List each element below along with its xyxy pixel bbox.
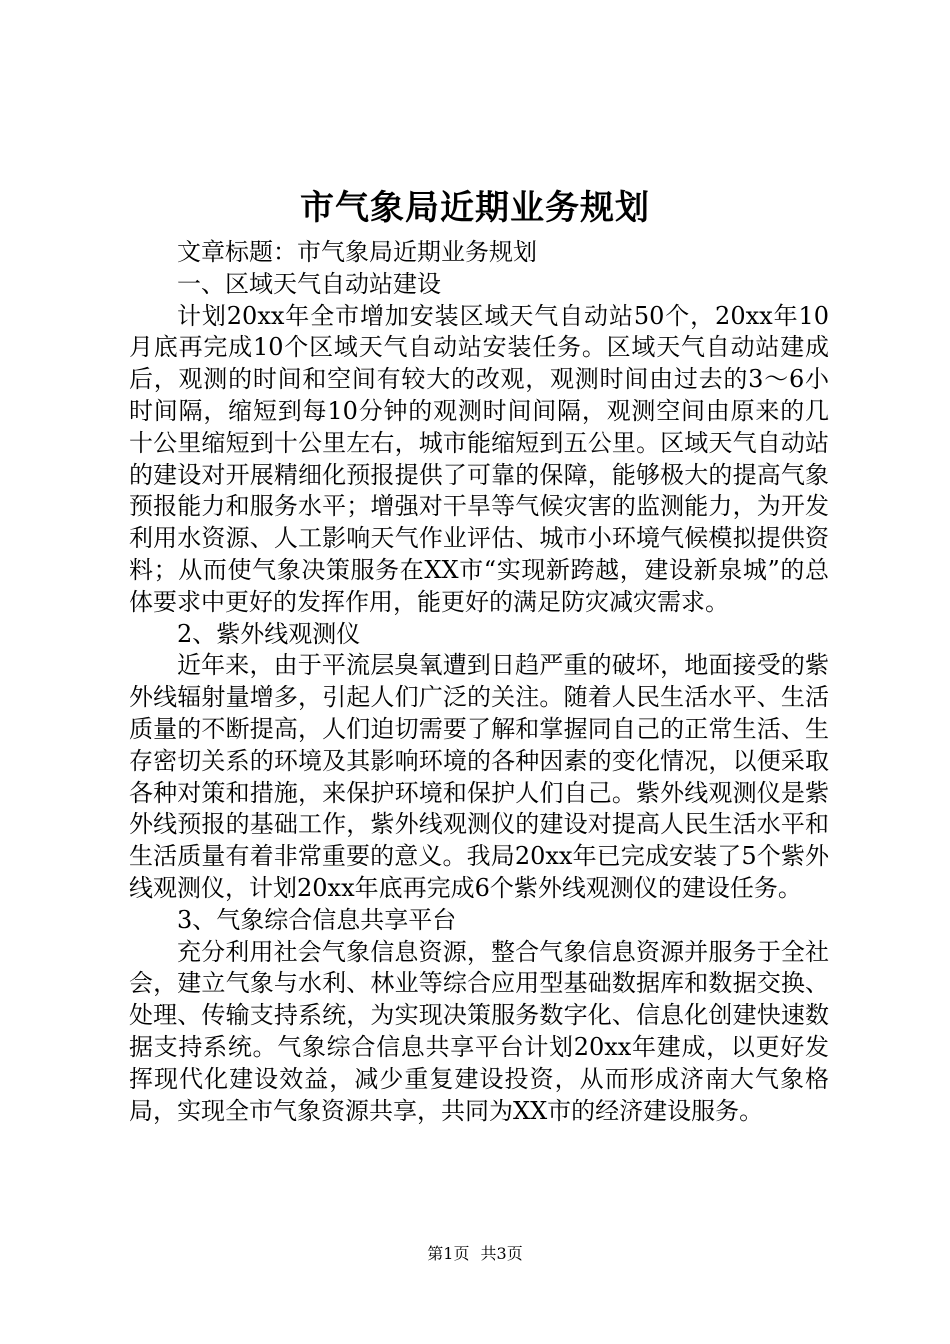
section-heading: 一、区域天气自动站建设 (177, 269, 441, 298)
section-paragraph: 充分利用社会气象信息资源，整合气象信息资源并服务于全社会，建立气象与水利、林业等综合应用型基础数据库和数据交换、处理、传输支持系统，为实现决策服务数字化、信息化创建快速数据支持系统。气象综合信息共享平台计划20xx年建成，以更好发挥现代化建设效益，减少重复建设投资，从而形成济南大气象格局，实现全市气象资源共享，共同为XX市的经济建设服务。 (129, 937, 829, 1125)
page-number-current: 第1页 (427, 1244, 470, 1263)
section-heading: 3、气象综合信息共享平台 (177, 905, 457, 934)
section-paragraph: 计划20xx年全市增加安装区域天气自动站50个，20xx年10月底再完成10个区域天气自动站安装任务。区域天气自动站建成后，观测的时间和空间有较大的改观，观测时间由过去的3～6小时间隔，缩短到每10分钟的观测时间间隔，观测空间由原来的几十公里缩短到十公里左右，城市能缩短到五公里。区域天气自动站的建设对开展精细化预报提供了可靠的保障，能够极大的提高气象预报能力和服务水平；增强对干旱等气候灾害的监测能力，为开发利用水资源、人工影响天气作业评估、城市小环境气候模拟提供资料；从而使气象决策服务在XX市“实现新跨越，建设新泉城”的总体要求中更好的发挥作用，能更好的满足防灾减灾需求。 (129, 301, 829, 616)
page-number-total: 共3页 (480, 1244, 523, 1263)
section-heading: 2、紫外线观测仪 (177, 619, 361, 648)
page-footer (0, 1242, 950, 1266)
section-paragraph: 近年来，由于平流层臭氧遭到日趋严重的破坏，地面接受的紫外线辐射量增多，引起人们广泛的关注。随着人民生活水平、生活质量的不断提高，人们迫切需要了解和掌握同自己的正常生活、生存密切关系的环境及其影响环境的各种因素的变化情况，以便采取各种对策和措施，来保护环境和保护人们自己。紫外线观测仪是紫外线预报的基础工作，紫外线观测仪的建设对提高人民生活水平和生活质量有着非常重要的意义。我局20xx年已完成安装了5个紫外线观测仪，计划20xx年底再完成6个紫外线观测仪的建设任务。 (129, 651, 829, 902)
article-title-line: 文章标题：市气象局近期业务规划 (177, 238, 537, 266)
document-body (129, 237, 829, 1127)
document-title: 市气象局近期业务规划 (300, 188, 650, 228)
